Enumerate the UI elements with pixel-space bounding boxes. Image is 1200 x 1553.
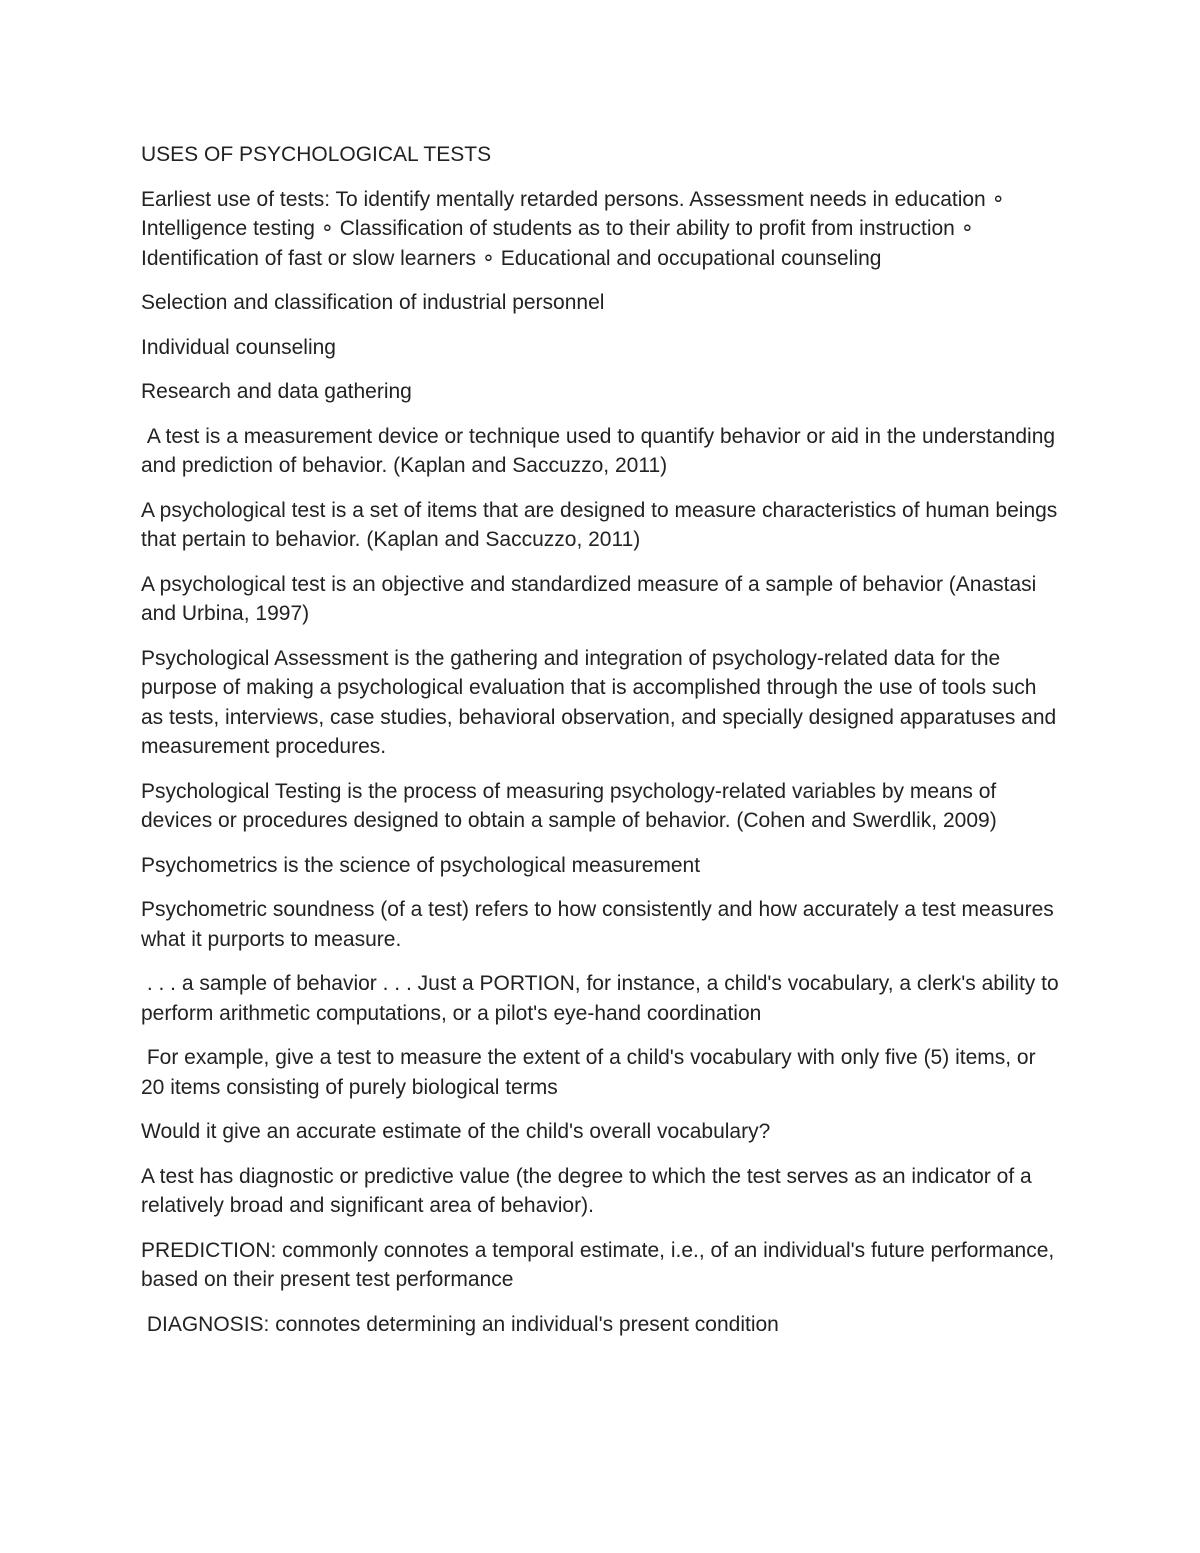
- paragraph-selection: Selection and classification of industrial personnel: [141, 291, 605, 314]
- paragraph-example: For example, give a test to measure the extent of a child's vocabulary with only five (5) items, or 20 items consisting of purely biological terms: [141, 1046, 1042, 1099]
- paragraph-psych-testing: Psychological Testing is the process of measuring psychology-related variables by means of devices or procedures designed to obtain a sample of behavior. (Cohen and Swerdlik, 2009): [141, 779, 1003, 832]
- paragraph-prediction: PREDICTION: commonly connotes a temporal estimate, i.e., of an individual's future performance, based on their present test performance: [141, 1238, 1061, 1291]
- document-title: USES OF PSYCHOLOGICAL TESTS: [141, 143, 492, 166]
- paragraph-diagnostic-value: A test has diagnostic or predictive value (the degree to which the test serves as an indicator of a relatively broad and significant area of behavior).: [141, 1164, 1038, 1217]
- paragraph-research: Research and data gathering: [141, 380, 412, 403]
- document-body: [141, 140, 1065, 1354]
- paragraph-test-definition: A test is a measurement device or technique used to quantify behavior or aid in the understanding and prediction of behavior. (Kaplan and Saccuzzo, 2011): [141, 424, 1061, 477]
- paragraph-psychometric-soundness: Psychometric soundness (of a test) refers to how consistently and how accurately a test measures what it purports to measure.: [141, 898, 1060, 951]
- paragraph-individual-counseling: Individual counseling: [141, 335, 336, 359]
- paragraph-question: Would it give an accurate estimate of the child's overall vocabulary?: [141, 1120, 771, 1143]
- paragraph-earliest-use: Earliest use of tests: To identify mentally retarded persons. Assessment needs in education ∘ Intelligence testing ∘ Classification of students as to their ability to profit from instruction ∘ Identification of fast or slow learners ∘ Educational and occupational counseling: [141, 187, 1011, 270]
- paragraph-psych-test-items: A psychological test is a set of items that are designed to measure characteristics of human beings that pertain to behavior. (Kaplan and Saccuzzo, 2011): [141, 498, 1064, 551]
- paragraph-psychometrics: Psychometrics is the science of psychological measurement: [141, 853, 701, 877]
- paragraph-sample-of-behavior: . . . a sample of behavior . . . Just a PORTION, for instance, a child's vocabulary, a clerk's ability to perform arithmetic computations, or a pilot's eye-hand coordination: [141, 972, 1065, 1025]
- paragraph-diagnosis: DIAGNOSIS: connotes determining an individual's present condition: [141, 1312, 779, 1336]
- paragraph-psych-assessment: Psychological Assessment is the gathering and integration of psychology-related data for the purpose of making a psychological evaluation that is accomplished through the use of tools such as tests, interviews, case studies, behavioral observation, and specially designed apparatuses and measurement procedures.: [141, 646, 1063, 758]
- paragraph-psych-test-objective: A psychological test is an objective and standardized measure of a sample of behavior (Anastasi and Urbina, 1997): [141, 572, 1043, 625]
